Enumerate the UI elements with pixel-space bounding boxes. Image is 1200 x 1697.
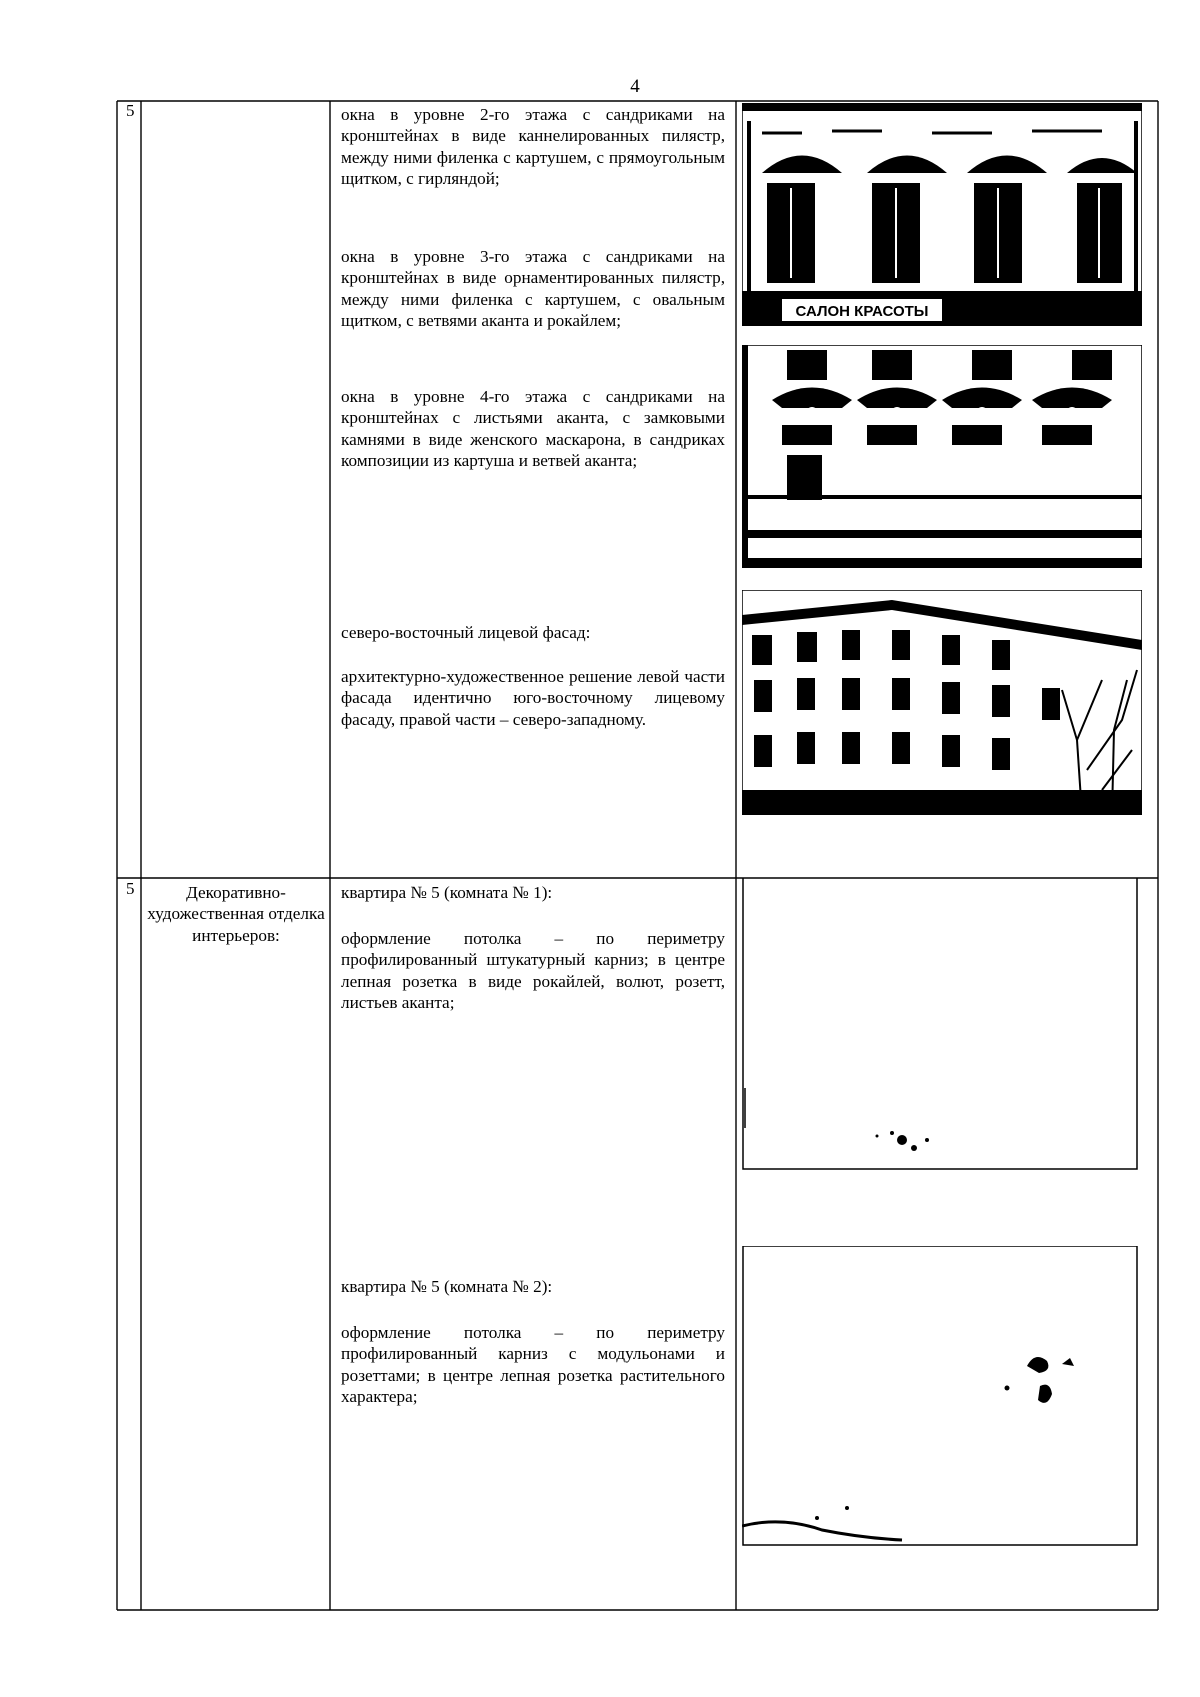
shop-sign-text: САЛОН КРАСОТЫ — [795, 303, 929, 320]
interior-description — [341, 928, 725, 1014]
apartment-room2-detail: оформление потолка – по периметру профилированный карниз с модульонами и розеттами; в центре лепная розетка растительного характера; — [341, 1323, 725, 1407]
paragraph-ne-facade: северо-восточный лицевой фасад: — [341, 623, 591, 642]
apartment-room2-heading: квартира № 5 (комната № 2): — [341, 1277, 553, 1296]
paragraph-floor4: окна в уровне 4-го этажа с сандриками на кронштейнах с листьями аканта, с замковыми камнями в виде женского маскарона, в сандриках композиции из картуша и ветвей аканта; — [341, 387, 725, 471]
interior-description — [341, 882, 725, 903]
facade-description — [341, 622, 725, 643]
section-title: Декоративно-художественная отделка интерьеров: — [147, 883, 325, 945]
facade-photo-northeast — [742, 590, 1142, 815]
row-number: 5 — [126, 101, 135, 120]
ceiling-photo-room2 — [742, 1246, 1138, 1546]
interior-description — [341, 1276, 725, 1297]
paragraph-ne-facade-detail: архитектурно-художественное решение левой части фасада идентично юго-восточному лицевому фасаду, правой части – северо-западному. — [341, 667, 725, 729]
paragraph-floor3: окна в уровне 3-го этажа с сандриками на кронштейнах в виде орнаментированных пилястр, между ними филенка с картушем, с овальным щитком, с ветвями аканта и рокайлем; — [341, 247, 725, 331]
facade-description — [341, 246, 725, 332]
apartment-room1-heading: квартира № 5 (комната № 1): — [341, 883, 553, 902]
facade-description — [341, 104, 725, 190]
interior-description — [341, 1322, 725, 1408]
facade-description — [341, 666, 725, 730]
facade-photo-floor2 — [742, 103, 1142, 326]
ceiling-photo-room1 — [742, 878, 1138, 1170]
facade-description — [341, 386, 725, 472]
facade-photo-floor4 — [742, 345, 1142, 568]
row-number: 5 — [126, 879, 135, 898]
apartment-room1-detail: оформление потолка – по периметру профилированный штукатурный карниз; в центре лепная розетка в виде рокайлей, волют, розетт, листьев аканта; — [341, 929, 725, 1013]
page-number: 4 — [630, 76, 640, 97]
paragraph-floor2: окна в уровне 2-го этажа с сандриками на кронштейнах в виде каннелированных пилястр, между ними филенка с картушем, с прямоугольным щитком, с гирляндой; — [341, 105, 725, 189]
